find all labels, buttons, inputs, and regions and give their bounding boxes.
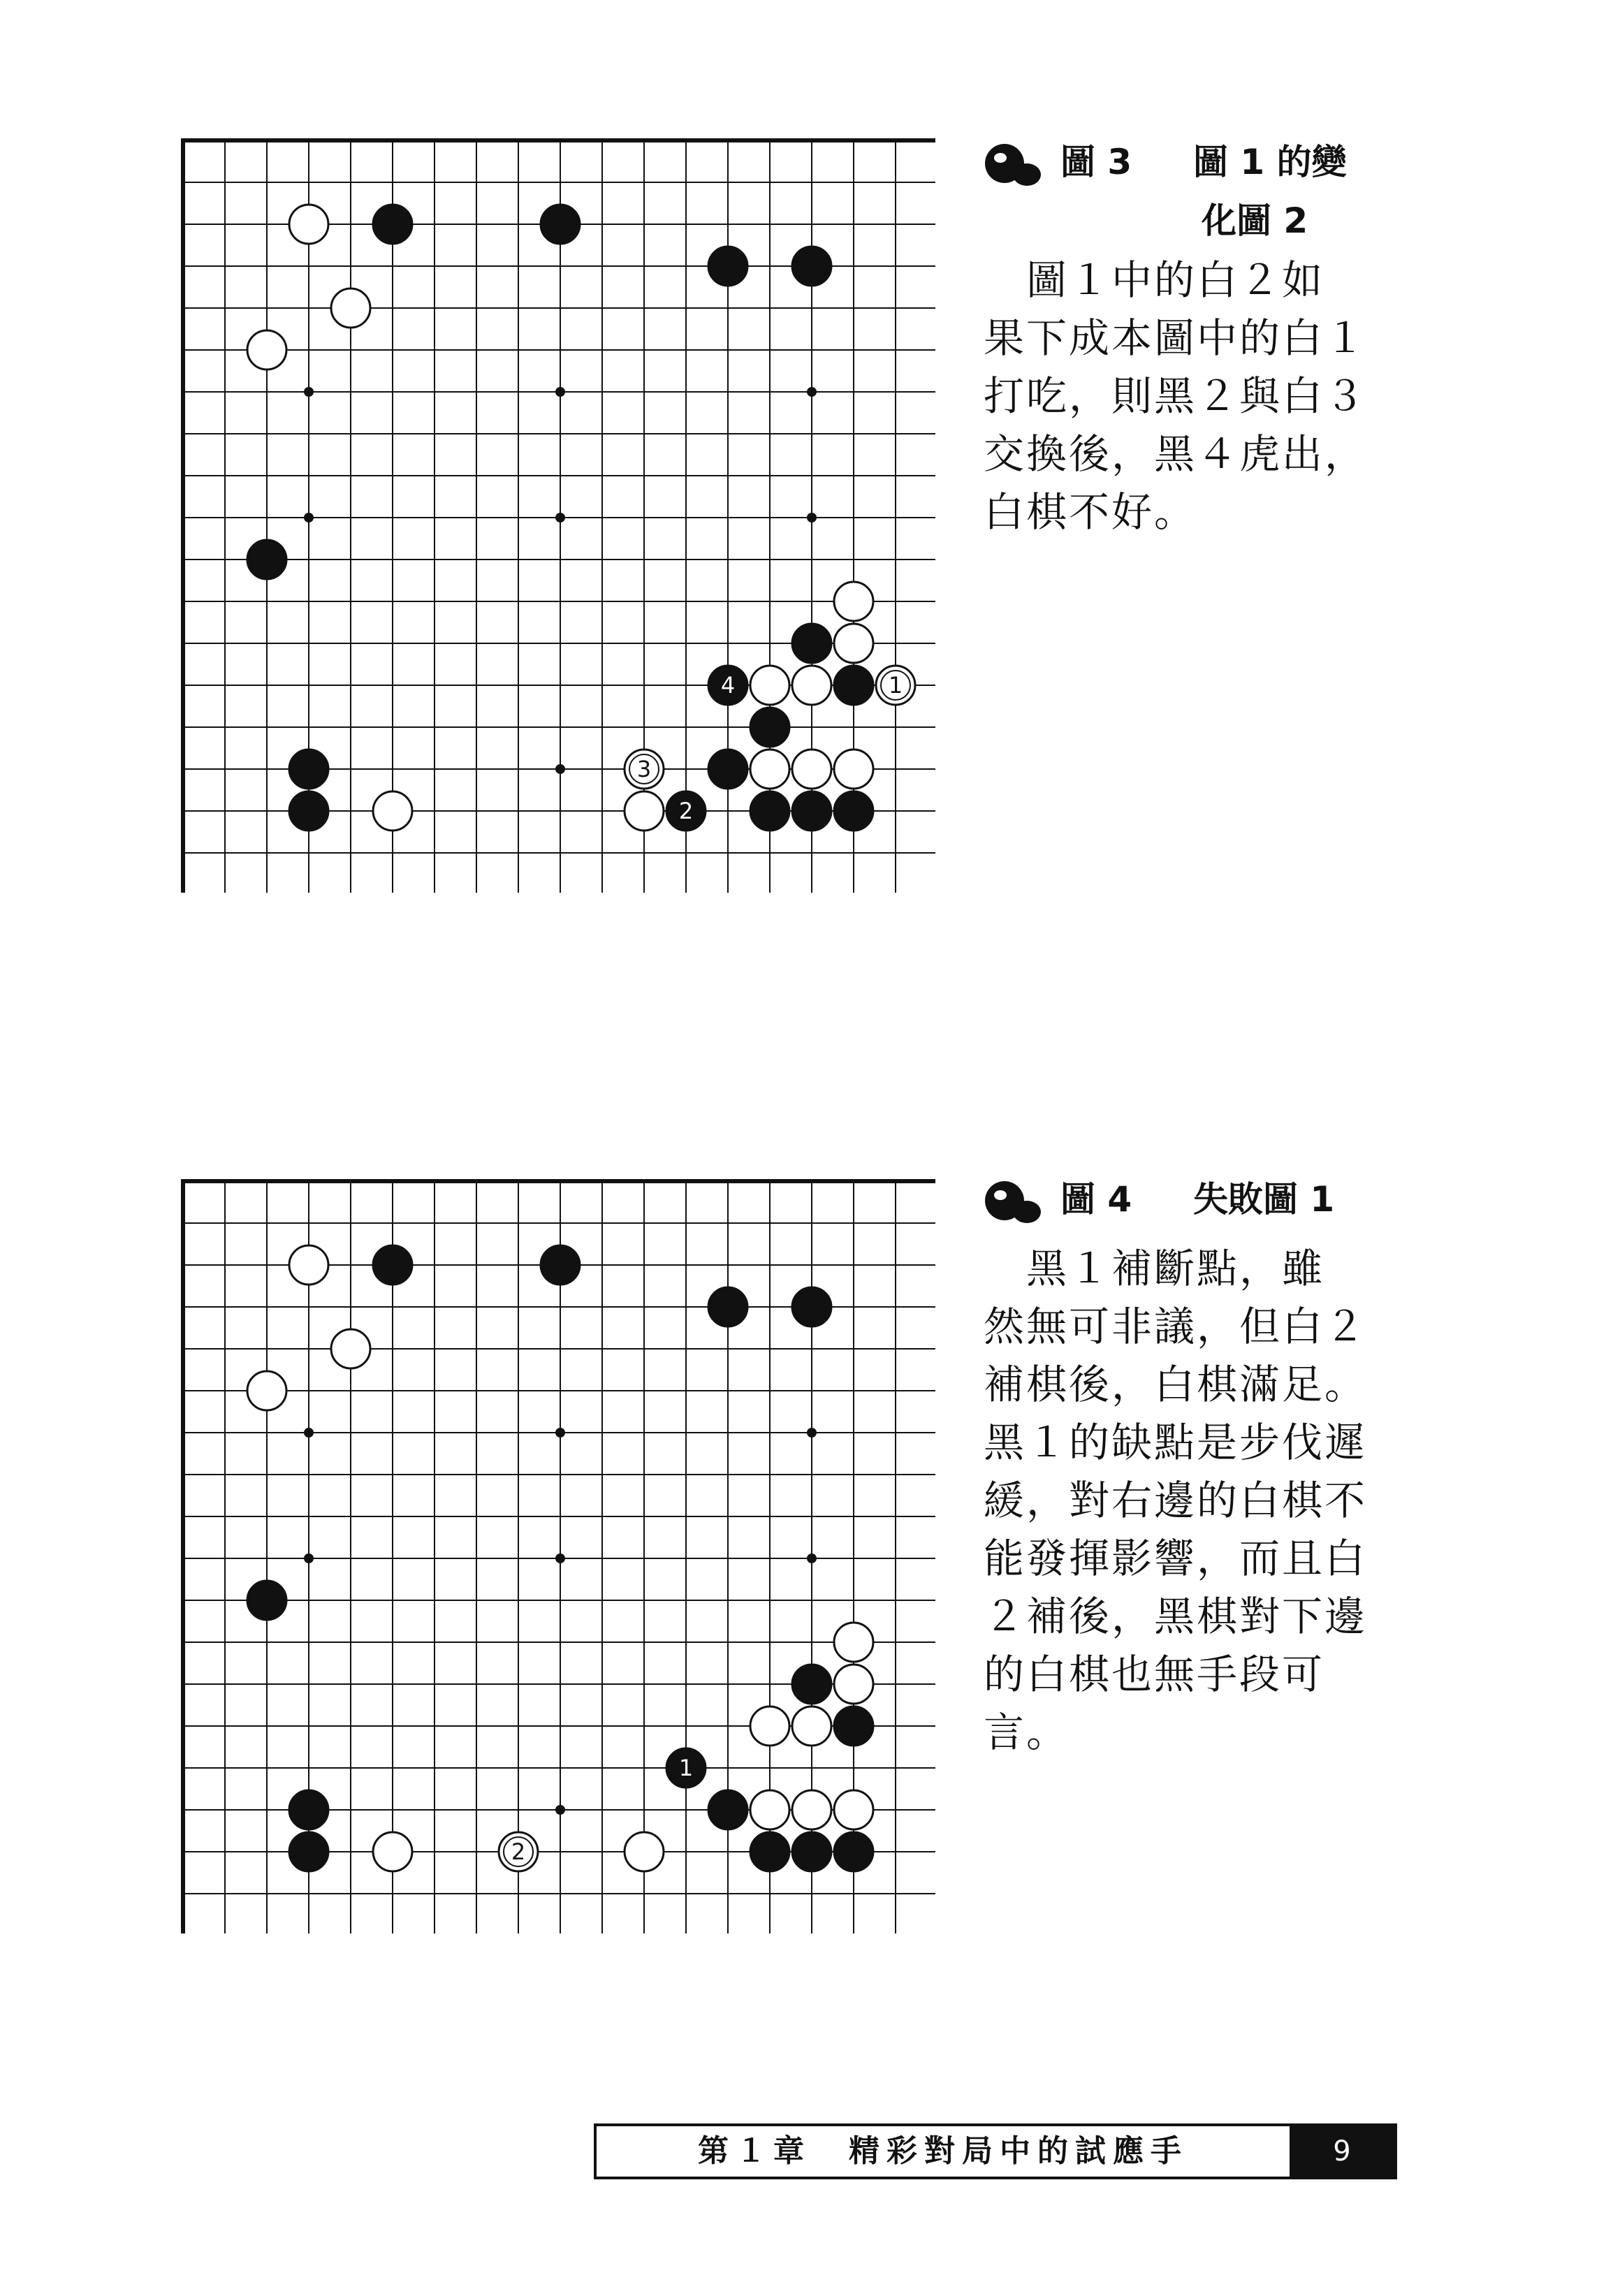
black-stone [373,1245,412,1285]
star-point [555,1428,565,1438]
body-line: 然無可非議，但白２ [984,1303,1368,1350]
white-stone [792,666,831,705]
chapter-title: 第１章 精彩對局中的試應手 [698,2133,1188,2169]
caption-body-fig4 [984,1240,1431,1762]
figure-title-line2: 化圖 2 [1202,200,1308,241]
move-number: 2 [678,798,694,824]
black-stone [289,791,328,831]
white-stone [625,791,664,831]
star-point [555,387,565,397]
body-line: 的白棋也無手段可 [984,1651,1325,1698]
black-stone [792,791,831,831]
body-line: 果下成本圖中的白１ [984,314,1368,362]
black-stone [834,1706,873,1746]
white-stone [289,1245,328,1285]
star-point [807,1428,817,1438]
caption-fig4 [984,1170,1431,1762]
star-point [304,1428,314,1438]
white-stone [373,791,412,831]
body-line: 能發揮影響，而且白 [984,1535,1368,1582]
caption-body-fig3 [984,251,1431,541]
body-line: 補棋後，白棋滿足。 [984,1361,1368,1408]
black-stone [708,1790,747,1829]
black-stone [834,666,873,705]
white-stone [834,750,873,789]
star-point [807,387,817,397]
black-stone [834,791,873,831]
black-stone [708,750,747,789]
white-stone [792,750,831,789]
white-stone [289,205,328,244]
black-stone [289,1832,328,1871]
star-point [304,1553,314,1563]
figure-label: 圖 3 [1060,142,1132,182]
star-point [807,513,817,522]
white-stone [834,582,873,621]
body-line: 白棋不好。 [984,488,1197,536]
white-stone [625,1832,664,1871]
white-stone [750,750,789,789]
go-stone-bullet-icon [984,142,1042,189]
body-line: 圖１中的白２如 [984,256,1325,304]
white-stone [792,1790,831,1829]
star-point [555,1553,565,1563]
move-number: 4 [720,672,736,699]
black-stone [792,247,831,286]
white-stone [834,1623,873,1662]
black-stone [247,1581,286,1620]
go-stone-bullet-icon [984,1180,1042,1226]
black-stone [373,205,412,244]
black-stone [792,1287,831,1326]
white-stone [792,1706,831,1746]
body-line: 打吃，則黑２與白３ [984,372,1368,420]
board-svg-fig3 [179,136,935,893]
black-stone [750,708,789,747]
white-stone [834,1665,873,1704]
body-line: ２補後，黑棋對下邊 [984,1593,1368,1640]
figure-label: 圖 4 [1060,1179,1132,1220]
caption-head-fig4 [984,1170,1431,1240]
white-stone [373,1832,412,1871]
star-point [304,513,314,522]
figure-title-line1: 圖 1 的變 [1193,142,1347,182]
board-svg-fig4 [179,1177,935,1933]
black-stone [289,1790,328,1829]
figure-title-line1: 失敗圖 1 [1193,1179,1335,1220]
white-stone [834,624,873,663]
white-stone [750,666,789,705]
move-number: 2 [511,1838,526,1865]
go-board-fig4 [179,1177,935,1933]
white-stone [247,330,286,370]
body-line: 言。 [984,1709,1070,1756]
black-stone [792,624,831,663]
white-stone [750,1706,789,1746]
body-line: 黑１的缺點是步伐遲 [984,1419,1368,1466]
move-number: 1 [678,1755,694,1781]
black-stone [247,540,286,579]
black-stone [750,791,789,831]
black-stone [792,1832,831,1871]
white-stone [834,1790,873,1829]
white-stone [247,1371,286,1410]
black-stone [750,1832,789,1871]
star-point [304,387,314,397]
black-stone [834,1832,873,1871]
black-stone [708,1287,747,1326]
black-stone [289,750,328,789]
move-number: 3 [636,756,652,782]
white-stone [750,1790,789,1829]
body-line: 交換後，黑４虎出， [984,430,1368,478]
white-stone [331,1329,370,1368]
move-number: 1 [888,672,903,699]
body-line: 緩，對右邊的白棋不 [984,1477,1368,1524]
star-point [555,764,565,774]
white-stone [331,288,370,328]
black-stone [541,1245,580,1285]
star-point [807,1553,817,1563]
star-point [555,1805,565,1815]
black-stone [541,205,580,244]
black-stone [792,1665,831,1704]
page-footer [594,2123,1397,2179]
black-stone [708,247,747,286]
go-board-fig3 [179,136,935,893]
caption-head-fig3 [984,133,1431,251]
caption-fig3 [984,133,1431,541]
star-point [555,513,565,522]
body-line: 黑１補斷點，雖 [984,1245,1325,1292]
page-number: 9 [1290,2126,1394,2177]
